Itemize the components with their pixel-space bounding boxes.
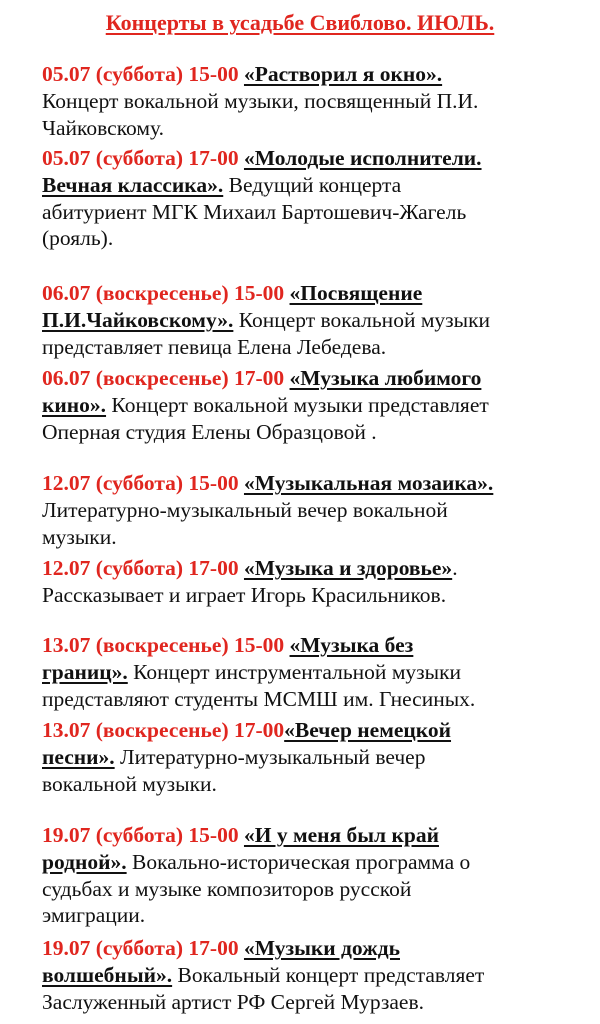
concert-datetime: 06.07 (воскресенье) 17-00 (42, 366, 285, 390)
concert-title: «Растворил я окно». (243, 62, 443, 86)
concert-entry-0507-1500 (42, 61, 582, 141)
concert-entry-1307-1500 (42, 632, 582, 712)
concert-description: Ведущий концерта (228, 172, 402, 197)
concert-title-punctuation: . (452, 556, 458, 580)
concert-description-line: Рассказывает и играет Игорь Красильников. (42, 582, 447, 607)
concert-title-continued: Вечная классика». (42, 172, 224, 197)
concert-description-line: судьбах и музыке композиторов русской (42, 876, 412, 901)
concert-datetime: 19.07 (суббота) 17-00 (42, 936, 239, 960)
concert-datetime: 12.07 (суббота) 17-00 (42, 556, 239, 580)
concert-description-line: Литературно-музыкальный вечер вокальной (42, 497, 448, 522)
concert-entry-0607-1700 (42, 365, 582, 445)
concert-title-continued: П.И.Чайковскому». (42, 307, 234, 332)
concert-datetime: 05.07 (суббота) 15-00 (42, 62, 239, 86)
page-title: Концерты в усадьбе Свиблово. ИЮЛЬ. (105, 10, 495, 35)
concert-entry-1207-1700 (42, 555, 582, 609)
concert-description: Вокальный концерт представляет (177, 962, 485, 987)
concert-entry-1307-1700 (42, 717, 582, 797)
concert-title: «Молодые исполнители. (243, 146, 482, 170)
concert-title: «Посвящение (289, 281, 423, 305)
concert-entry-1207-1500 (42, 470, 582, 550)
concert-description: Литературно-музыкальный вечер (120, 744, 426, 769)
concert-datetime: 12.07 (суббота) 15-00 (42, 471, 239, 495)
concert-title-continued: родной». (42, 849, 127, 874)
concert-entry-1907-1500 (42, 822, 582, 929)
concert-title-continued: кино». (42, 392, 107, 417)
concert-description-line: Оперная студия Елены Образцовой . (42, 419, 377, 444)
concert-description-line: вокальной музыки. (42, 771, 217, 796)
concert-datetime: 19.07 (суббота) 15-00 (42, 823, 239, 847)
concert-title-continued: границ». (42, 659, 128, 684)
concert-description-line: музыки. (42, 524, 117, 549)
concert-description-line: Заслуженный артист РФ Сергей Мурзаев. (42, 989, 424, 1014)
concert-description-line: эмиграции. (42, 903, 146, 928)
concert-title: «Музыка любимого (289, 366, 482, 390)
concert-title-continued: волшебный». (42, 962, 173, 987)
concert-datetime: 13.07 (воскресенье) 17-00 (42, 718, 285, 742)
concert-description-line: (рояль). (42, 226, 114, 251)
concert-title: «И у меня был край (243, 823, 439, 847)
concert-title: «Музыка и здоровье» (243, 556, 453, 580)
concert-title: «Вечер немецкой (284, 718, 452, 742)
concert-datetime: 05.07 (суббота) 17-00 (42, 146, 239, 170)
concert-description: Концерт вокальной музыки (238, 307, 491, 332)
concert-description: Концерт вокальной музыки представляет (111, 392, 489, 417)
concert-title-continued: песни». (42, 744, 115, 769)
concert-title: «Музыкальная мозаика». (243, 471, 494, 495)
concert-entry-0507-1700 (42, 145, 582, 252)
concert-description-line: Концерт вокальной музыки, посвященный П.И. (42, 88, 479, 113)
concert-entry-1907-1700 (42, 935, 582, 1015)
concert-entry-0607-1500 (42, 280, 582, 360)
concert-datetime: 06.07 (воскресенье) 15-00 (42, 281, 285, 305)
concert-title: «Музыки дождь (243, 936, 400, 960)
concert-description-line: Чайковскому. (42, 115, 164, 140)
concert-title: «Музыка без (289, 633, 414, 657)
concert-description-line: представляет певица Елена Лебедева. (42, 334, 387, 359)
concert-description: Концерт инструментальной музыки (133, 659, 462, 684)
concert-description-line: абитуриент МГК Михаил Бартошевич-Жагель (42, 199, 467, 224)
concert-description: Вокально-историческая программа о (132, 849, 471, 874)
concert-datetime: 13.07 (воскресенье) 15-00 (42, 633, 285, 657)
concert-description-line: представляют студенты МСМШ им. Гнесиных. (42, 686, 476, 711)
